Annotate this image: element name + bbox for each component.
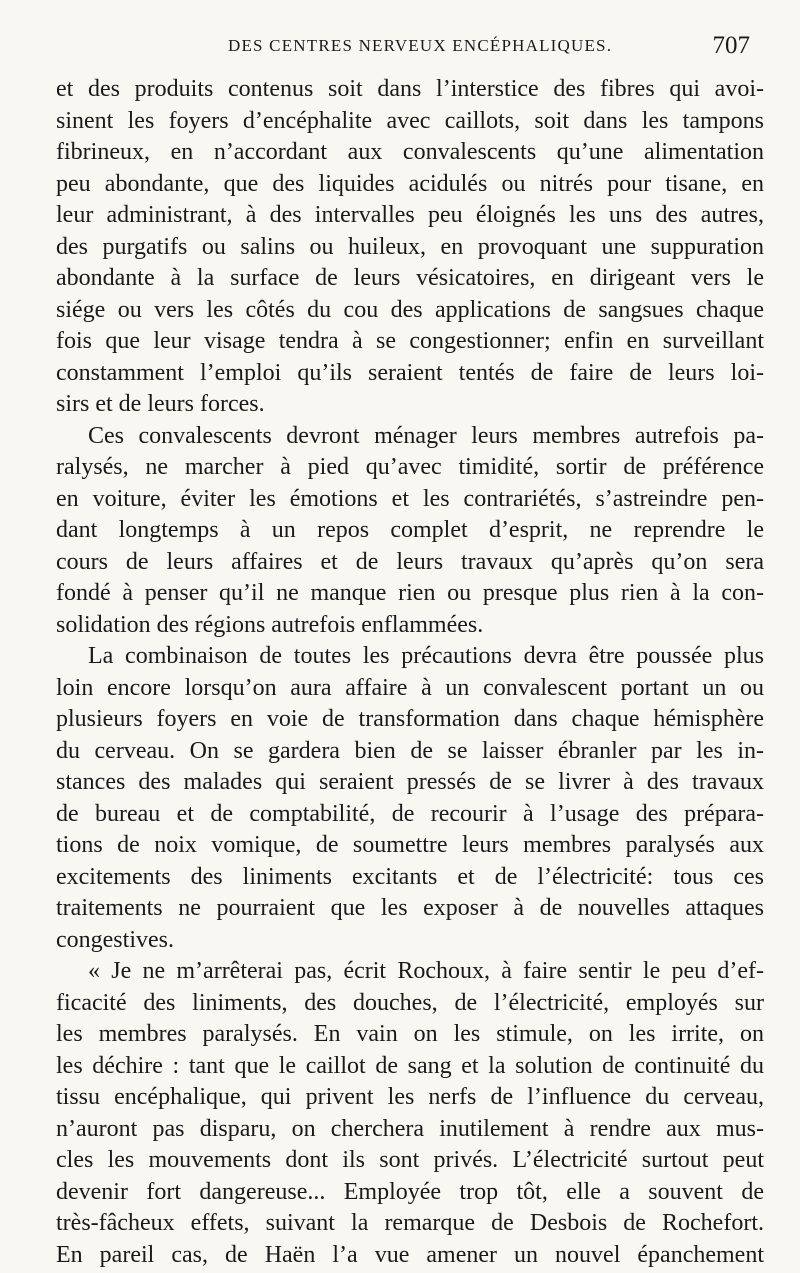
text-line: tions de noix vomique, de soumettre leurs membres paralysés aux	[56, 832, 764, 858]
page-number: 707	[712, 32, 750, 59]
quotation-start-line: « Je ne m’arrêterai pas, écrit Rochoux, à faire sentir le peu d’ef-	[88, 958, 764, 984]
running-title: DES CENTRES NERVEUX ENCÉPHALIQUES.	[228, 36, 613, 55]
text-line: abondante à la surface de leurs vésicatoires, en dirigeant vers le	[56, 265, 764, 291]
text-line: sinent les foyers d’encéphalite avec caillots, soit dans les tampons	[56, 107, 764, 134]
text-line: En pareil cas, de Haën l’a vue amener un nouvel épanchement	[56, 1241, 764, 1268]
paragraph-end-line: sirs et de leurs forces.	[56, 391, 265, 417]
text-line: siége ou vers les côtés du cou des applications de sangsues chaque	[56, 296, 764, 323]
paragraph-end-line: congestives.	[56, 926, 174, 953]
text-line: traitements ne pourraient que les exposer à de nouvelles attaques	[56, 895, 764, 921]
text-line: du cerveau. On se gardera bien de se laisser ébranler par les in-	[56, 737, 764, 764]
text-line: excitements des liniments excitants et de l’électricité: tous ces	[56, 863, 764, 890]
paragraph-start-line: Ces convalescents devront ménager leurs membres autrefois pa-	[88, 422, 764, 449]
text-line: des purgatifs ou salins ou huileux, en provoquant une suppuration	[56, 233, 764, 260]
paragraph-start-line: La combinaison de toutes les précautions devra être poussée plus	[88, 643, 764, 669]
body-text	[56, 74, 764, 1271]
text-line: ralysés, ne marcher à pied qu’avec timidité, sortir de préférence	[56, 454, 764, 480]
text-line: leur administrant, à des intervalles peu éloignés les uns des autres,	[56, 202, 764, 228]
text-line: en voiture, éviter les émotions et les contrariétés, s’astreindre pen-	[56, 485, 764, 512]
text-line: cles les mouvements dont ils sont privés. L’électricité surtout peut	[56, 1147, 764, 1173]
text-line: de bureau et de comptabilité, de recourir à l’usage des prépara-	[56, 800, 764, 827]
text-line: constamment l’emploi qu’ils seraient tentés de faire de leurs loi-	[56, 359, 764, 386]
text-line: très-fâcheux effets, suivant la remarque de Desbois de Rochefort.	[56, 1210, 764, 1236]
text-line: plusieurs foyers en voie de transformation dans chaque hémisphère	[56, 706, 764, 732]
text-line: fondé à penser qu’il ne manque rien ou presque plus rien à la con-	[56, 580, 764, 606]
text-line: les membres paralysés. En vain on les stimule, on les irrite, on	[56, 1021, 764, 1047]
text-line: devenir fort dangereuse... Employée trop tôt, elle a souvent de	[56, 1178, 764, 1205]
paragraph-end-line: solidation des régions autrefois enflammées.	[56, 611, 484, 638]
text-line: fois que leur visage tendra à se congestionner; enfin en surveillant	[56, 328, 764, 354]
text-line: n’auront pas disparu, on cherchera inutilement à rendre aux mus-	[56, 1115, 764, 1142]
text-line: loin encore lorsqu’on aura affaire à un convalescent portant un ou	[56, 674, 764, 701]
text-line: peu abondante, que des liquides acidulés ou nitrés pour tisane, en	[56, 170, 764, 197]
text-line: fibrineux, en n’accordant aux convalescents qu’une alimentation	[56, 139, 764, 165]
text-line: cours de leurs affaires et de leurs travaux qu’après qu’on sera	[56, 548, 764, 575]
text-line: tissu encéphalique, qui privent les nerfs de l’influence du cerveau,	[56, 1084, 764, 1110]
text-line: les déchire : tant que le caillot de sang et la solution de continuité du	[56, 1052, 764, 1079]
running-head	[58, 32, 758, 62]
text-line: ficacité des liniments, des douches, de l’électricité, employés sur	[56, 989, 764, 1016]
text-line: stances des malades qui seraient pressés de se livrer à des travaux	[56, 769, 764, 795]
text-line: et des produits contenus soit dans l’interstice des fibres qui avoi-	[56, 76, 764, 102]
text-line: dant longtemps à un repos complet d’esprit, ne reprendre le	[56, 517, 764, 543]
